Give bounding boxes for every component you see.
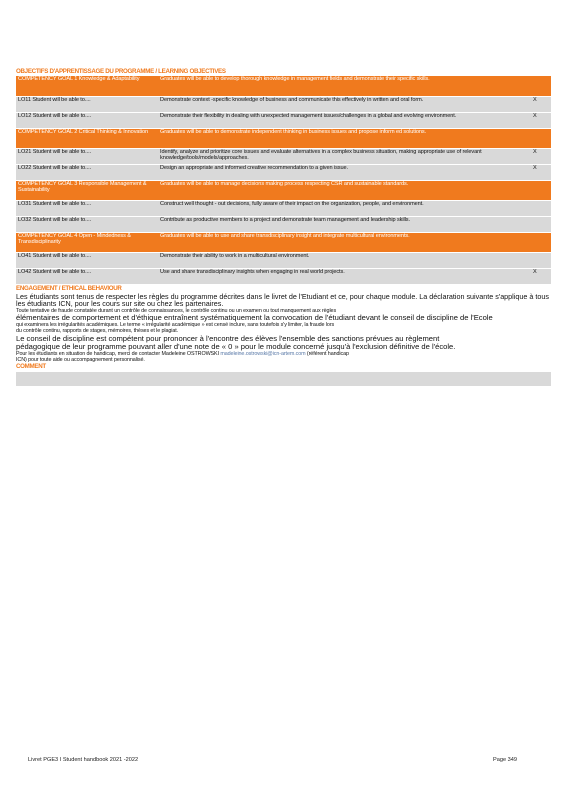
competency-goal-label	[16, 180, 158, 200]
learning-outcome-description	[158, 164, 531, 180]
engagement-plagiarism-line: du contrôle continu, rapports de stages, mémoires, thèses et le plagiat.	[16, 328, 179, 335]
learning-outcome-label	[16, 96, 158, 112]
competency-goal-row	[16, 180, 551, 200]
row-label-text: COMPETENCY GOAL 1 Knowledge & Adaptability	[18, 76, 140, 82]
row-label-text: LO21 Student will be able to....	[18, 148, 91, 155]
comment-section-title: COMMENT	[16, 363, 46, 371]
engagement-support-line: ICN) pour toute aide ou accompagnement personnalisé.	[16, 357, 145, 364]
learning-outcome-row	[16, 96, 551, 112]
row-description-text: Graduates will be able to manage decisions making process respecting CSR and sustainable standards.	[160, 180, 409, 187]
learning-outcome-description	[158, 252, 531, 268]
competency-goal-description	[158, 232, 531, 252]
footer-page-number: Page 349	[493, 757, 517, 763]
learning-outcome-row	[16, 164, 551, 180]
row-description-text: Contribute as productive members to a project and demonstrate team management and leadership skills.	[160, 216, 410, 223]
learning-outcome-label	[16, 164, 158, 180]
row-label-text: COMPETENCY GOAL 3 Responsible Management & Sustainability	[18, 180, 147, 194]
learning-outcome-label	[16, 252, 158, 268]
row-description-text: Graduates will be able to demonstrate independent thinking in business issues and propose inform ed solutions.	[160, 128, 427, 135]
learning-outcome-label	[16, 216, 158, 232]
row-description-text: Graduates will be able to use and share transdisciplinary insight and integrate multicultural environments.	[160, 232, 410, 239]
engagement-behaviour-line: élémentaires de comportement et d'éthique entraînent systématiquement la convocation de l'étudiant devant le conseil de discipline de l'Ecole	[16, 313, 493, 322]
learning-outcome-row	[16, 200, 551, 216]
footer-handbook-title: Livret PGE3 I Student handbook 2021 -2022	[28, 757, 139, 763]
row-label-text: LO41 Student will be able to....	[18, 252, 91, 259]
row-description-text: Graduates will be able to develop thorough knowledge in management fields and demonstrate their specific skills.	[160, 76, 430, 82]
row-label-text: COMPETENCY GOAL 4 Open - Mindedness & Transdisciplinarity	[18, 232, 131, 246]
disability-contact-referent: (référent handicap	[306, 350, 349, 357]
engagement-fraud-line: Toute tentative de fraude constatée durant un contrôle de connaissances, le contrôle continu ou un examen ou tout manquement aux règles	[16, 307, 337, 314]
row-description-text: Design an appropriate and informed creative recommendation to a given issue.	[160, 164, 348, 171]
row-label-text: LO31 Student will be able to....	[18, 200, 91, 207]
row-check-mark: X	[531, 96, 551, 112]
row-label-text: LO42 Student will be able to....	[18, 268, 91, 275]
row-check-mark	[531, 232, 551, 252]
objectives-section-title: OBJECTIFS D'APPRENTISSAGE DU PROGRAMME / LEARNING OBJECTIVES	[16, 68, 226, 75]
row-label-text: COMPETENCY GOAL 2 Critical Thinking & Innovation	[18, 128, 149, 135]
competency-goal-label	[16, 128, 158, 148]
learning-outcome-row	[16, 252, 551, 268]
learning-outcome-description	[158, 148, 531, 164]
engagement-intro: Les étudiants sont tenus de respecter les règles du programme décrites dans le livret de l'Etudiant et ce, pour chaque module. La déclaration suivante s'applique à tous les étudiants ICN, pour les cours sur site ou chez les partenaires.	[16, 292, 549, 308]
engagement-sanctions-line: Le conseil de discipline est compétent pour prononcer à l'encontre des élèves l'ensemble des sanctions prévues au règlement	[16, 334, 440, 343]
learning-outcome-label	[16, 200, 158, 216]
competency-goal-label	[16, 232, 158, 252]
row-check-mark	[531, 128, 551, 148]
row-label-text: LO12 Student will be able to....	[18, 112, 91, 119]
row-label-text: LO11 Student will be able to....	[18, 96, 91, 103]
learning-outcome-label	[16, 268, 158, 284]
learning-outcome-description	[158, 96, 531, 112]
competency-goal-row	[16, 232, 551, 252]
learning-outcome-row	[16, 148, 551, 164]
row-check-mark	[531, 252, 551, 268]
disability-contact-text: Pour les étudiants en situation de handicap, merci de contacter Madeleine OSTROWSKI	[16, 350, 219, 357]
row-check-mark: X	[531, 112, 551, 128]
row-label-text: LO22 Student will be able to....	[18, 164, 91, 171]
row-check-mark	[531, 200, 551, 216]
comment-box	[16, 372, 551, 386]
learning-outcome-description	[158, 200, 531, 216]
row-check-mark: X	[531, 164, 551, 180]
row-description-text: Demonstrate their ability to work in a multicultural environment.	[160, 252, 310, 259]
learning-outcome-description	[158, 112, 531, 128]
learning-objectives-page	[16, 68, 551, 386]
learning-outcome-description	[158, 268, 531, 284]
row-description-text: Identify, analyze and prioritize core issues and evaluate alternatives in a complex business situation, making appropriate use of relevant knowledge/tools/models/approaches.	[160, 148, 482, 162]
competency-goal-row	[16, 128, 551, 148]
engagement-section-title: ENGAGEMENT / ETHICAL BEHAVIOUR	[16, 284, 122, 292]
disability-contact-email[interactable]: madeleine.ostrowski@icn-artem.com	[220, 350, 306, 357]
learning-outcome-description	[158, 216, 531, 232]
learning-outcome-label	[16, 148, 158, 164]
competency-goal-row	[16, 76, 551, 96]
learning-outcome-label	[16, 112, 158, 128]
row-description-text: Construct well thought - out decisions, fully aware of their impact on the organization, people, and environment.	[160, 200, 424, 207]
row-description-text: Use and share transdisciplinary insights when engaging in real world projects.	[160, 268, 345, 275]
row-check-mark	[531, 216, 551, 232]
row-check-mark	[531, 180, 551, 200]
competency-goal-description	[158, 180, 531, 200]
learning-objectives-table	[16, 76, 551, 285]
row-check-mark: X	[531, 148, 551, 164]
row-check-mark	[531, 76, 551, 96]
learning-outcome-row	[16, 112, 551, 128]
learning-outcome-row	[16, 216, 551, 232]
row-description-text: Demonstrate context -specific knowledge of business and communicate this effectively in written and oral form.	[160, 96, 424, 103]
row-description-text: Demonstrate their flexibility in dealing with unexpected management issues/challenges in a global and evolving environment.	[160, 112, 457, 119]
page-footer	[28, 757, 528, 763]
engagement-exclusion-line: pédagogique de leur programme pouvant aller d'une note de « 0 » pour le module concerné jusqu'à l'exclusion définitive de l'école.	[16, 342, 456, 351]
row-check-mark: X	[531, 268, 551, 284]
competency-goal-label	[16, 76, 158, 96]
engagement-irregularity-line: qui examinera les irrégularités académiques. Le terme « irrégularité académique » est censé inclure, sans toutefois s'y limiter, la fraude lors	[16, 322, 335, 329]
competency-goal-description	[158, 76, 531, 96]
competency-goal-description	[158, 128, 531, 148]
learning-outcome-row	[16, 268, 551, 284]
row-label-text: LO32 Student will be able to....	[18, 216, 91, 223]
